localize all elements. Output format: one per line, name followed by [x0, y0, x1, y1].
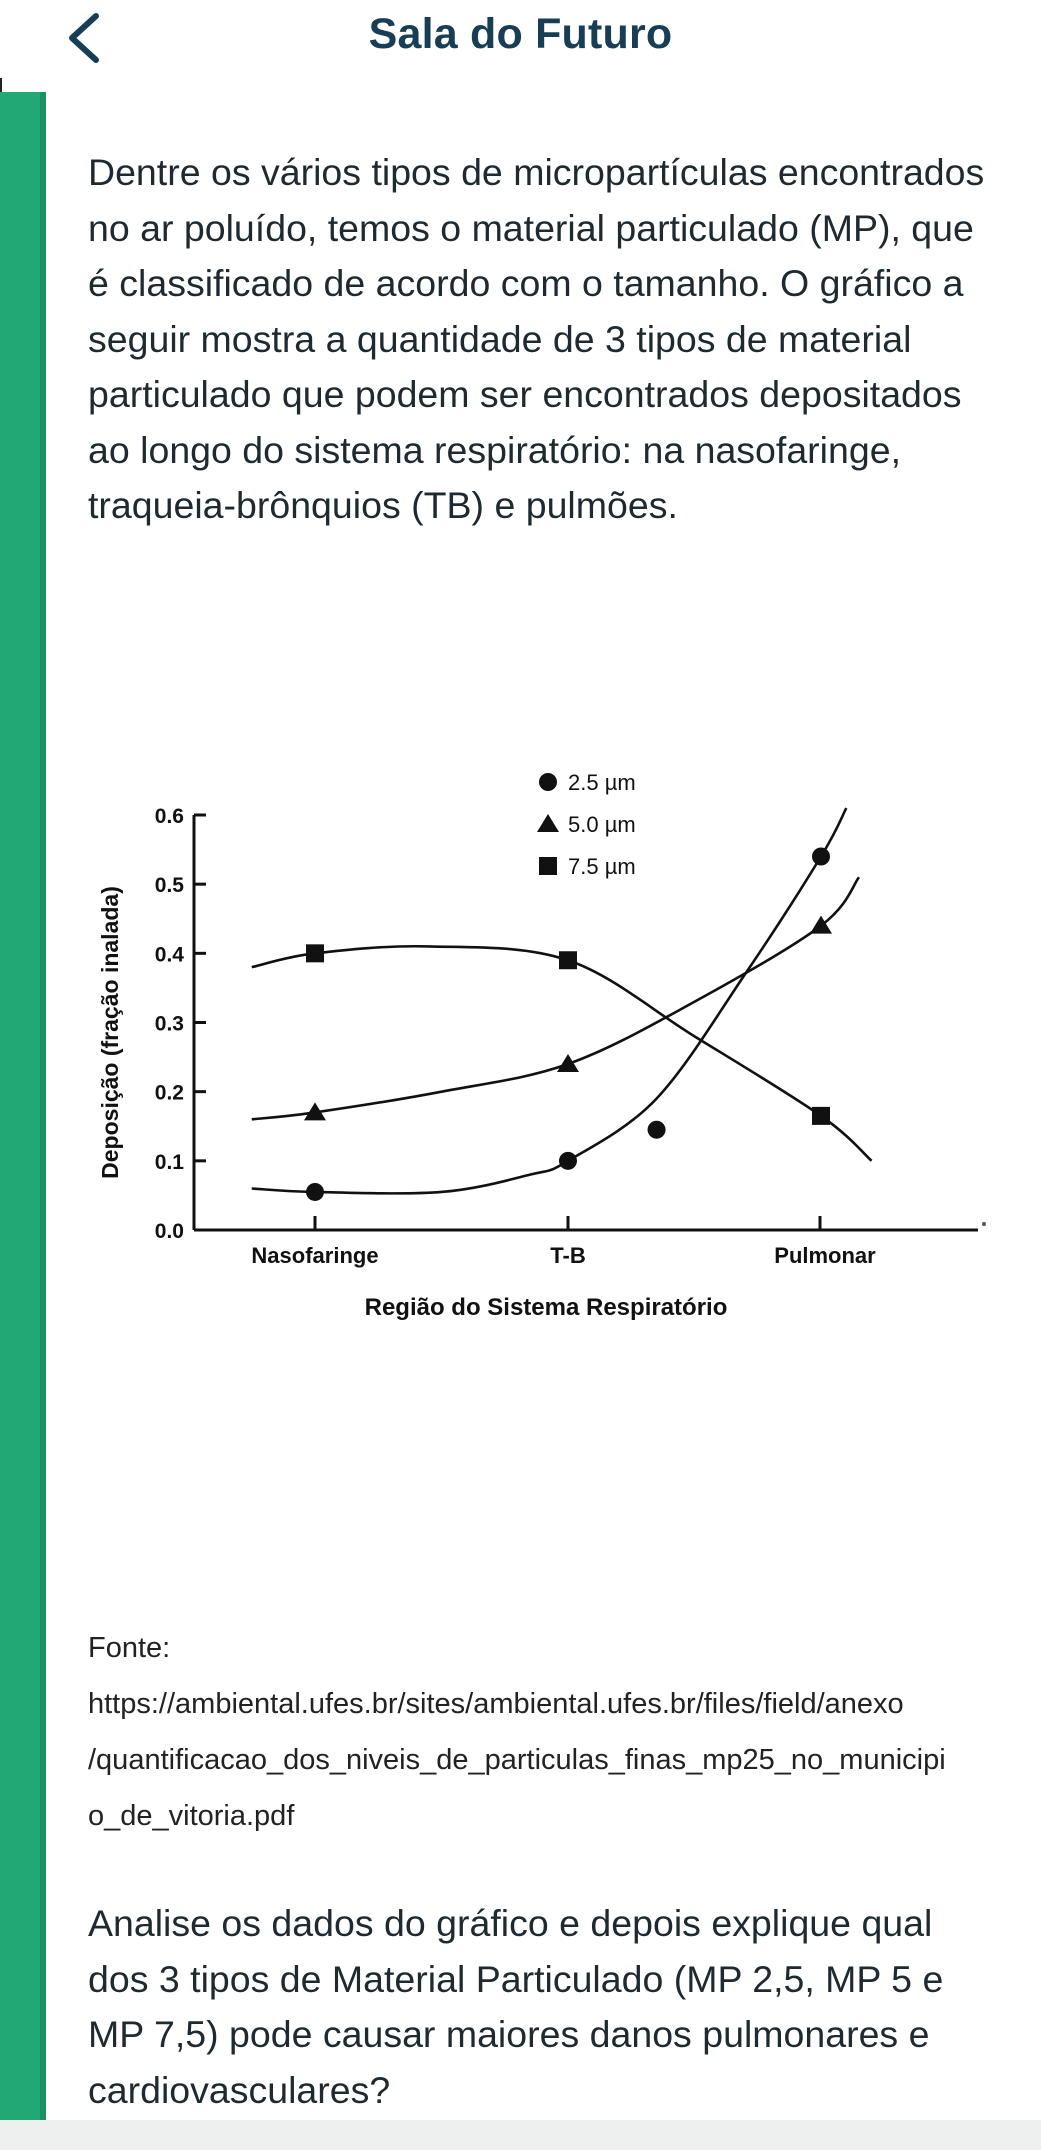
- data-point: [306, 1183, 324, 1201]
- legend-label: 2.5 µm: [568, 770, 636, 795]
- x-axis-title: Região do Sistema Respiratório: [364, 1294, 728, 1321]
- series-line: [252, 877, 859, 1119]
- intro-text: Dentre os vários tipos de micropartículas encontrados no ar poluído, temos o material particulado (MP), que é classificado de acordo com o tamanho. O gráfico a seguir mostra a quantidade de 3 tipos de material particulado que podem ser encontrados depositados ao longo do sistema respiratório: na nasofaringe, traqueia-brônquios (TB) e pulmões.: [88, 151, 985, 526]
- legend-label: 7.5 µm: [568, 854, 636, 879]
- card-accent-edge: [40, 92, 46, 2120]
- source-label: Fonte:: [88, 1632, 171, 1664]
- y-tick-label: 0.1: [154, 1150, 184, 1174]
- data-point: [559, 951, 577, 969]
- source-url-line[interactable]: https://ambiental.ufes.br/sites/ambiental.ufes.br/files/field/anexo: [88, 1688, 904, 1720]
- source-url-line[interactable]: /quantificacao_dos_niveis_de_particulas_finas_mp25_no_municipi: [88, 1744, 946, 1776]
- legend-label: 5.0 µm: [568, 812, 636, 837]
- bottom-scroll-edge: [0, 2120, 1041, 2150]
- legend-marker: [537, 814, 559, 832]
- x-tick-label: Pulmonar: [774, 1243, 876, 1268]
- chart-svg: [88, 765, 993, 1425]
- data-point: [559, 1152, 577, 1170]
- data-point: [557, 1054, 579, 1072]
- page-title: Sala do Futuro: [368, 10, 673, 58]
- question-card: [88, 145, 993, 534]
- y-tick-label: 0.4: [154, 943, 184, 967]
- x-tick-label: Nasofaringe: [251, 1243, 379, 1268]
- top-bar: [0, 0, 1041, 78]
- y-tick-label: 0.3: [154, 1012, 184, 1036]
- y-tick-label: 0.2: [154, 1081, 184, 1105]
- x-tick-label: T-B: [550, 1243, 586, 1268]
- axis-end-dot: [982, 1222, 986, 1226]
- source-url-line[interactable]: o_de_vitoria.pdf: [88, 1800, 295, 1832]
- data-point: [648, 1121, 666, 1139]
- source-block: [88, 1620, 998, 1844]
- y-tick-label: 0.6: [154, 805, 184, 828]
- data-point: [812, 1107, 830, 1125]
- y-tick-label: 0.5: [154, 874, 184, 898]
- series-line: [252, 946, 872, 1161]
- question-text: Analise os dados do gráfico e depois explique qual dos 3 tipos de Material Particulado (MP 2,5, MP 5 e MP 7,5) pode causar maiores danos pulmonares e cardiovasculares?: [88, 1902, 944, 2111]
- legend-marker: [539, 857, 557, 875]
- data-point: [306, 944, 324, 962]
- y-tick-label: 0.0: [154, 1220, 184, 1243]
- deposition-chart: [88, 765, 993, 1425]
- legend-marker: [539, 773, 557, 791]
- data-point: [812, 848, 830, 866]
- y-axis-title: Deposição (fração inalada): [97, 886, 123, 1179]
